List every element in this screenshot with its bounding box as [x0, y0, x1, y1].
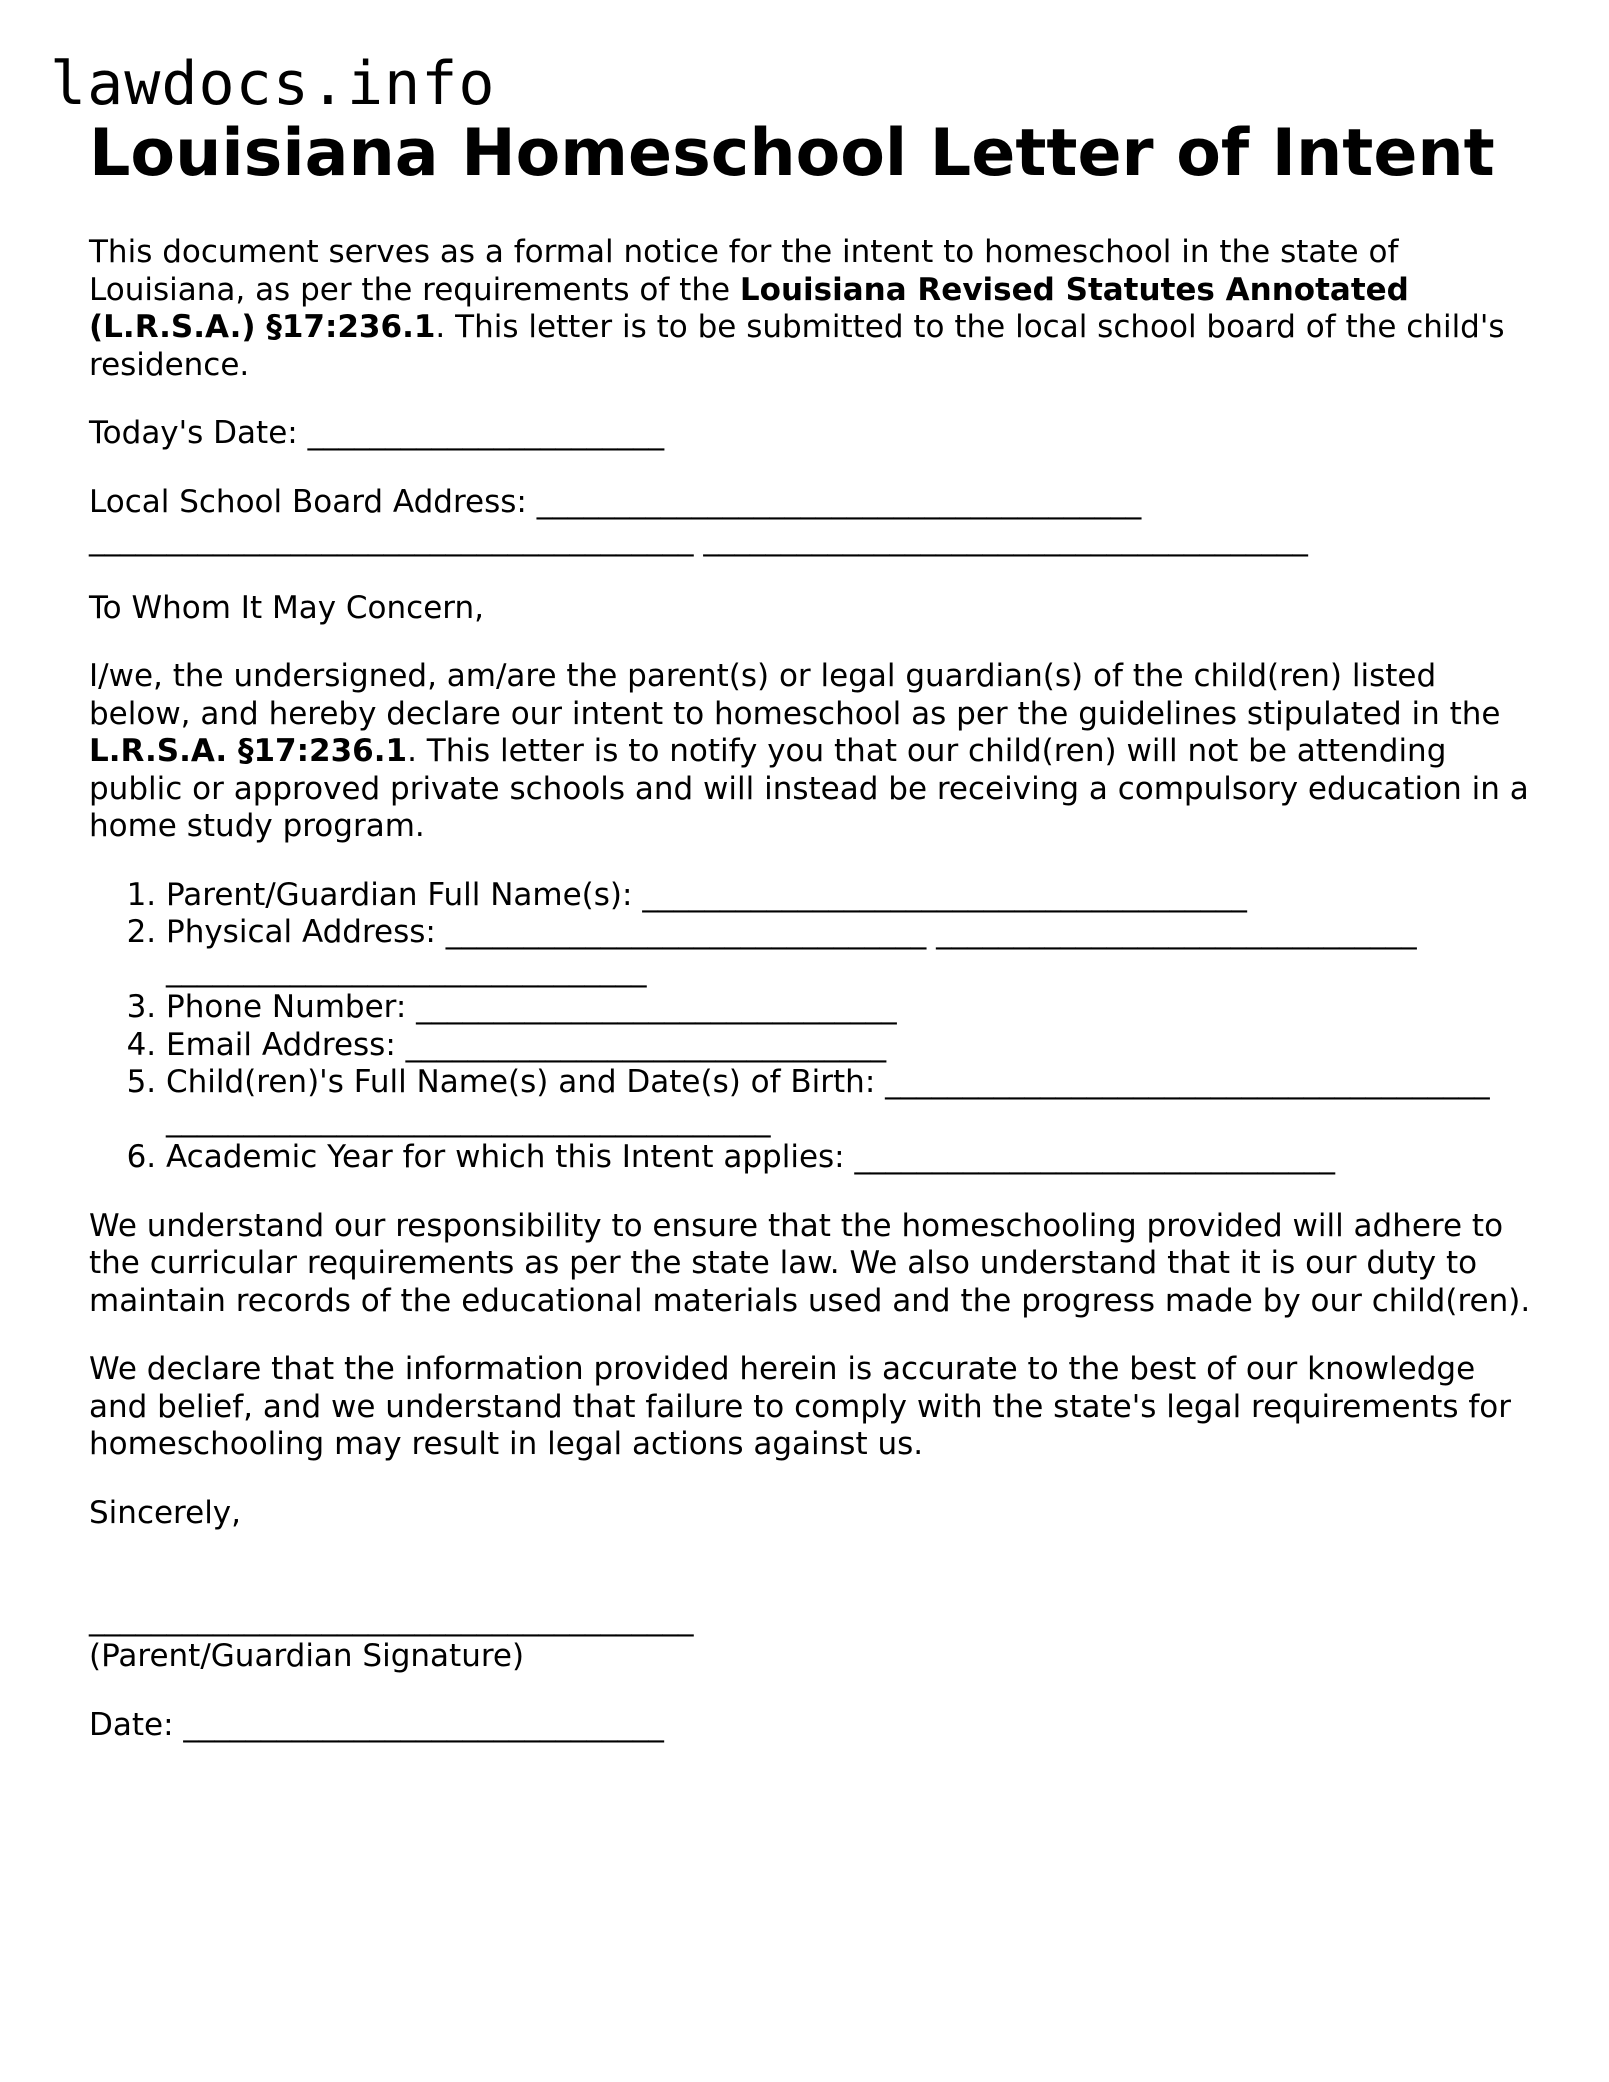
intro-text-1: This document serves as a formal notice for the intent to homeschool in the state of Louisiana, as per the requirements of the	[89, 234, 1399, 308]
declaration-statute: L.R.S.A. §17:236.1	[89, 733, 408, 769]
declaration-text-1: I/we, the undersigned, am/are the parent(s) or legal guardian(s) of the child(ren) listed below, and hereby declare our intent to homeschool as per the guidelines stipulated in the	[89, 658, 1501, 732]
school-board-address-field	[89, 484, 1539, 559]
school-board-blank-2[interactable]: _______________________________________ _______________________________________	[89, 521, 1308, 557]
phone-blank[interactable]: _______________________________	[416, 989, 897, 1025]
signature-caption: (Parent/Guardian Signature)	[89, 1638, 525, 1674]
todays-date-label: Today's Date:	[89, 415, 298, 451]
todays-date-blank[interactable]: _______________________	[307, 415, 665, 451]
list-item-children	[166, 1064, 1539, 1139]
closing: Sincerely,	[89, 1494, 242, 1531]
list-item-phone	[166, 989, 1539, 1027]
school-board-label: Local School Board Address:	[89, 483, 527, 520]
parent-name-label: Parent/Guardian Full Name(s):	[166, 876, 633, 913]
signature-date-field	[89, 1707, 1539, 1745]
signature-field	[89, 1563, 1539, 1676]
signature-date-label: Date:	[89, 1706, 174, 1743]
signature-date-blank[interactable]: _______________________________	[183, 1706, 664, 1743]
declaration-text-2: . This letter is to notify you that our child(ren) will not be attending public or approved private schools and will instead be receiving a compulsory education in a home study program.	[89, 733, 1529, 844]
information-list	[89, 877, 1539, 1177]
list-item-parent-name	[166, 877, 1539, 915]
document-title: Louisiana Homeschool Letter of Intent	[89, 116, 1495, 191]
accuracy-paragraph: We declare that the information provided herein is accurate to the best of our knowledge and belief, and we understand that failure to comply with the state's legal requirements for homeschooling may result in legal actions against us.	[89, 1351, 1511, 1462]
email-blank[interactable]: _______________________________	[405, 1026, 887, 1063]
physical-address-label: Physical Address:	[166, 914, 436, 950]
academic-year-label: Academic Year for which this Intent applies:	[166, 1139, 845, 1175]
statute-reference: Louisiana Revised Statutes Annotated (L.R.S.A.) §17:236.1	[89, 271, 1409, 345]
academic-year-blank[interactable]: _______________________________	[854, 1139, 1335, 1175]
physical-address-blank[interactable]: _______________________________ _______________________________ _______________________________	[166, 914, 1417, 988]
list-item-academic-year	[166, 1139, 1539, 1177]
phone-label: Phone Number:	[166, 989, 407, 1025]
salutation: To Whom It May Concern,	[89, 589, 484, 626]
signature-blank[interactable]: _______________________________________	[89, 1600, 694, 1637]
site-brand: lawdocs.info	[50, 49, 496, 119]
list-item-email	[166, 1027, 1539, 1065]
list-item-physical-address	[166, 914, 1539, 989]
todays-date-field	[89, 415, 1539, 453]
children-label: Child(ren)'s Full Name(s) and Date(s) of Birth:	[166, 1064, 876, 1100]
intro-text-2: . This letter is to be submitted to the local school board of the child's residence.	[89, 309, 1505, 383]
parent-name-blank[interactable]: _______________________________________	[642, 876, 1247, 913]
children-blank[interactable]: _______________________________________ _______________________________________	[166, 1064, 1490, 1138]
intro-paragraph	[89, 234, 1539, 384]
school-board-blank-1[interactable]: _______________________________________	[536, 483, 1142, 520]
declaration-paragraph	[89, 658, 1539, 846]
responsibility-paragraph: We understand our responsibility to ensure that the homeschooling provided will adhere to the curricular requirements as per the state law. We also understand that it is our duty to maintain records of the educational materials used and the progress made by our child(ren).	[89, 1207, 1531, 1319]
email-label: Email Address:	[166, 1026, 396, 1063]
document-page	[89, 114, 1539, 1744]
